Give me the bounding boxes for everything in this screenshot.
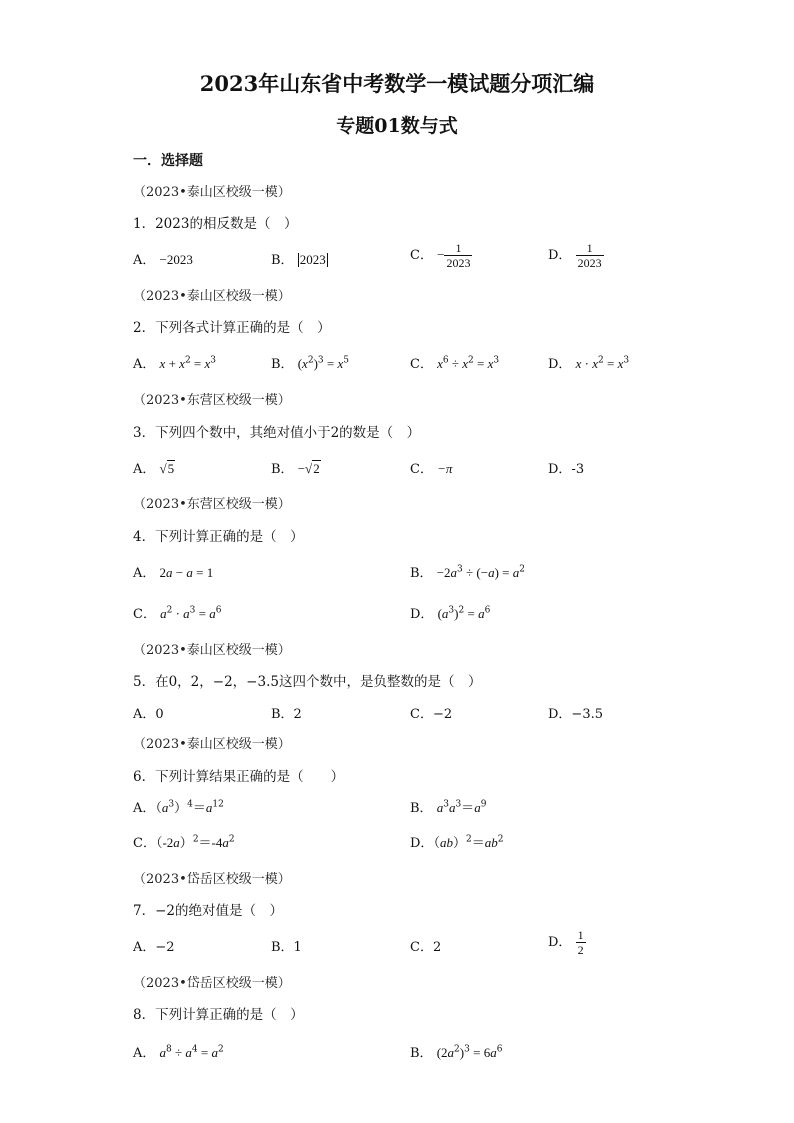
option-b: B． 2023: [271, 252, 326, 268]
option-b: B．1: [271, 940, 302, 955]
question-source: （2023•泰山区校级一模）: [133, 185, 291, 200]
option-c: C． $a^2 \cdot a^3 = a^6$: [133, 605, 222, 622]
option-c: C．$(-2a)^2=-4a^2$: [133, 834, 235, 851]
option-a: A． 2a − a = 1: [133, 565, 214, 581]
question-stem: 5．在0，2，−2，−3.5这四个数中，是负整数的是（ ）: [133, 674, 482, 690]
question-stem: 3．下列四个数中，其绝对值小于2的数是（ ）: [133, 425, 421, 441]
question-stem: 2．下列各式计算正确的是（ ）: [133, 320, 331, 336]
option-d: D． $\frac{1}{2}$: [548, 928, 584, 957]
section-heading: 一．选择题: [133, 153, 203, 169]
document-title: 2023年山东省中考数学一模试题分项汇编: [199, 71, 595, 96]
option-d: D．$(ab)^2=ab^2$: [410, 834, 504, 851]
question-stem: 4．下列计算正确的是（ ）: [133, 529, 304, 545]
option-c: C． $x^6 \div x^2 = x^3$: [410, 355, 500, 372]
option-d: D．−3.5: [548, 707, 603, 722]
option-c: C．−2: [410, 707, 453, 722]
option-a: A． $a^8 \div a^4 = a^2$: [133, 1044, 224, 1061]
question-stem: 8．下列计算正确的是（ ）: [133, 1007, 304, 1023]
option-a: A． −2023: [133, 252, 193, 268]
option-a: A．$(a^3)^4=a^{12}$: [133, 799, 224, 816]
question-source: （2023•泰山区校级一模）: [133, 737, 291, 752]
option-d: D． $(a^3)^2 = a^6$: [410, 605, 491, 622]
question-stem: 1．2023的相反数是（ ）: [133, 216, 298, 232]
option-a: A．−2: [133, 940, 175, 955]
question-source: （2023•岱岳区校级一模）: [133, 976, 291, 991]
question-source: （2023•泰山区校级一模）: [133, 289, 291, 304]
question-stem: 6．下列计算结果正确的是（ ）: [133, 769, 345, 785]
option-c: C． − $\frac{1}{2023}$: [410, 241, 471, 270]
option-a: A． √5: [133, 461, 175, 477]
option-b: B． $(x^2)^3 = x^5$: [271, 355, 349, 372]
option-b: B．2: [271, 707, 302, 722]
question-source: （2023•泰山区校级一模）: [133, 643, 291, 658]
option-b: B． $-2a^3 \div (-a) = a^2$: [410, 564, 525, 581]
option-a: A．0: [133, 707, 164, 722]
option-d: D．-3: [548, 462, 585, 477]
question-stem: 7．−2的绝对值是（ ）: [133, 903, 283, 919]
option-d: D． $\frac{1}{2023}$: [548, 241, 602, 270]
option-b: B． $(2a^2)^3 = 6a^6$: [410, 1044, 503, 1061]
option-d: D． $x \cdot x^2 = x^3$: [548, 355, 630, 372]
question-source: （2023•东营区校级一模）: [133, 393, 291, 408]
option-c: C． −π: [410, 461, 453, 477]
option-a: A． $x + x^2 = x^3$: [133, 355, 217, 372]
option-c: C．2: [410, 940, 442, 955]
question-source: （2023•岱岳区校级一模）: [133, 872, 291, 887]
option-b: B． −√2: [271, 461, 320, 477]
document-subtitle: 专题01数与式: [336, 115, 458, 137]
question-source: （2023•东营区校级一模）: [133, 497, 291, 512]
option-b: B． $a^3a^3=a^9$: [410, 799, 487, 816]
